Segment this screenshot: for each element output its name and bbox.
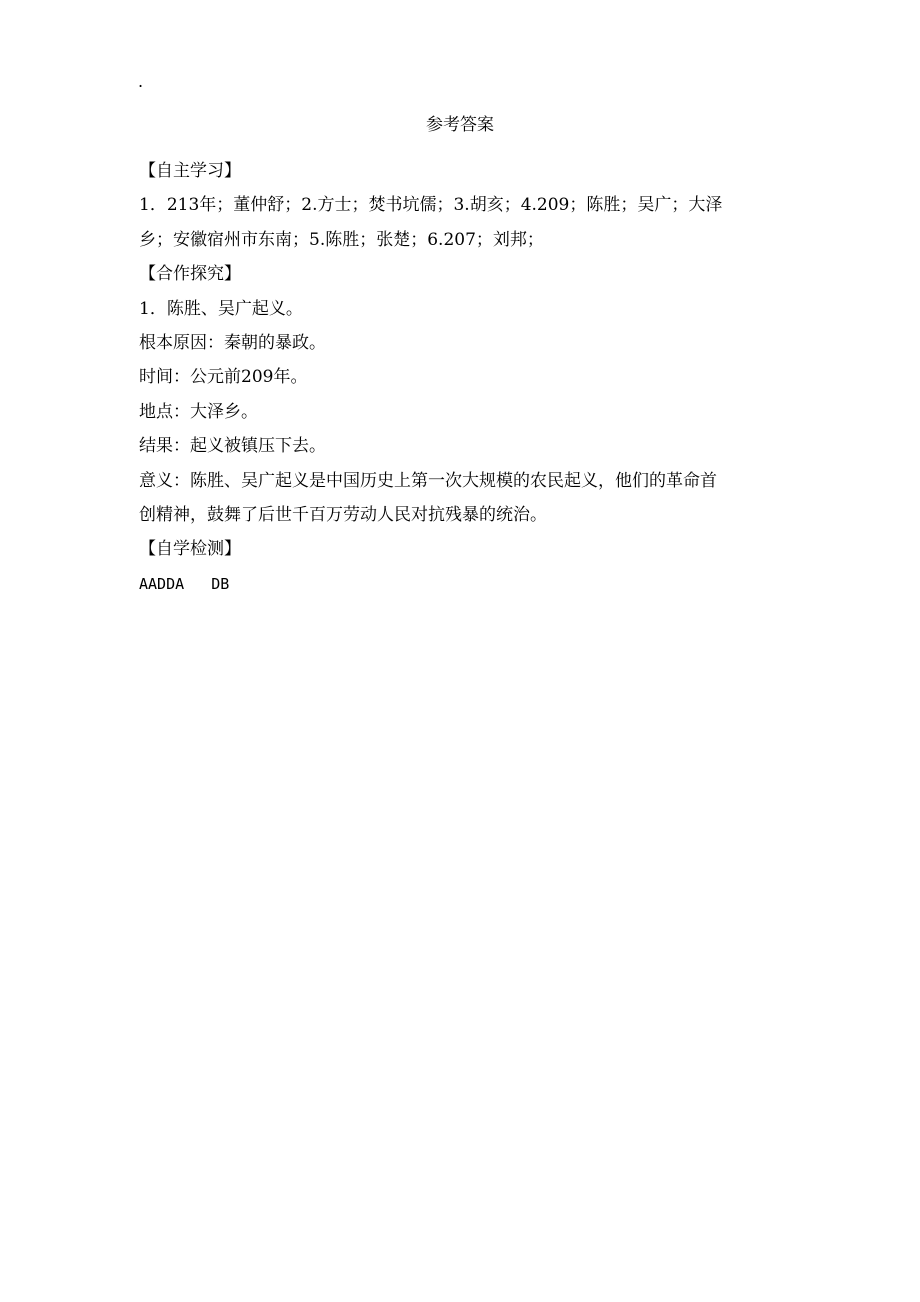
answer-line: 意义：陈胜、吴广起义是中国历史上第一次大规模的农民起义，他们的革命首 — [139, 470, 717, 491]
section-heading-cooperative-inquiry: 【合作探究】 — [139, 264, 241, 285]
self-test-answers: AADDA DB — [139, 574, 230, 593]
answer-line: 结果：起义被镇压下去。 — [139, 436, 326, 457]
answer-line: 1．213年；董仲舒；2.方士；焚书坑儒；3.胡亥；4.209；陈胜；吴广；大泽 — [139, 195, 723, 216]
answer-line: 乡；安徽宿州市东南；5.陈胜；张楚；6.207；刘邦； — [139, 229, 544, 250]
section-heading-self-test: 【自学检测】 — [139, 539, 241, 560]
section-heading-self-study: 【自主学习】 — [139, 161, 241, 181]
answer-line: 创精神，鼓舞了后世千百万劳动人民对抗残暴的统治。 — [139, 505, 547, 526]
answer-line: 1．陈胜、吴广起义。 — [139, 298, 303, 319]
page-title: 参考答案 — [426, 115, 494, 135]
page-mark: . — [138, 72, 144, 91]
answer-line: 地点：大泽乡。 — [139, 401, 258, 422]
answer-line: 根本原因：秦朝的暴政。 — [139, 333, 326, 354]
answer-line: 时间：公元前209年。 — [139, 367, 308, 388]
answer-body — [139, 154, 779, 601]
